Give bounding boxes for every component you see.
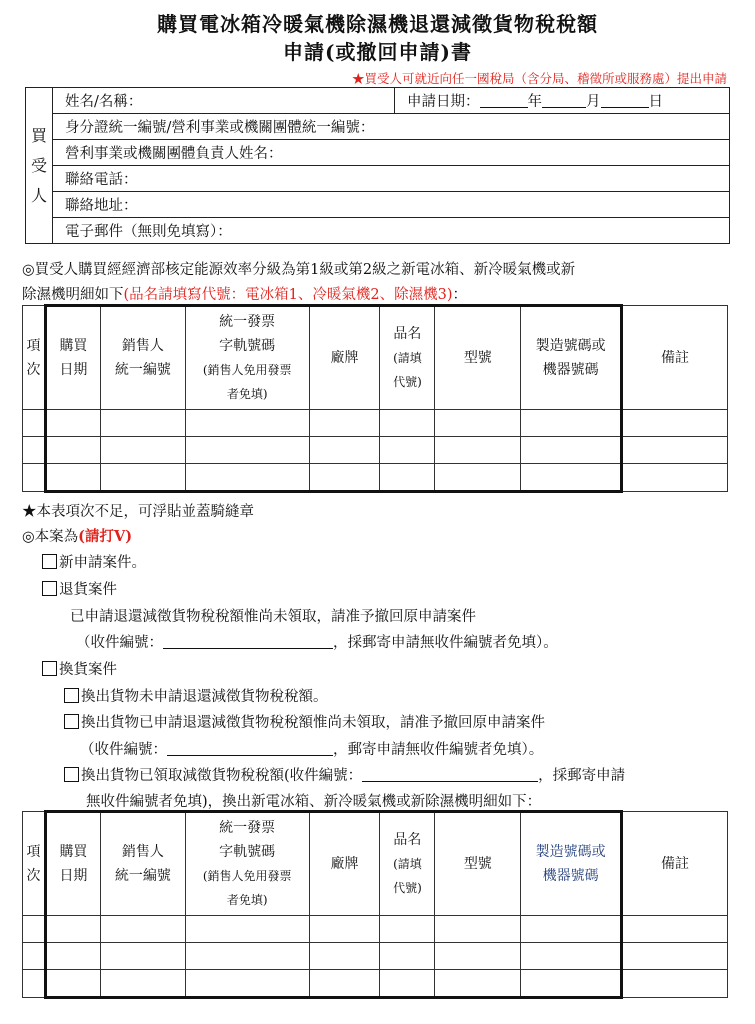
table-cell[interactable] — [521, 916, 622, 943]
table-note: ★本表項次不足，可浮貼並蓋騎縫章 — [22, 504, 254, 520]
table-cell[interactable] — [521, 437, 622, 464]
table-cell[interactable] — [622, 970, 728, 998]
table-cell — [23, 970, 46, 998]
col-invoice: 統一發票 字軌號碼 (銷售人免用發票 者免填) — [185, 812, 309, 916]
col-brand: 廠牌 — [309, 812, 380, 916]
exchange-option-2[interactable]: 換出貨物已申請退還減徵貨物稅稅額惟尚未領取，請准予撤回原申請案件 — [64, 711, 545, 732]
table-cell[interactable] — [309, 970, 380, 998]
col-remark: 備註 — [622, 306, 728, 410]
apply-date-field[interactable]: 申請日期： 年 月 日 — [395, 88, 730, 114]
table-cell[interactable] — [380, 410, 435, 437]
purchase-detail-table — [22, 304, 728, 493]
checkbox-icon — [64, 714, 79, 729]
case-type-prompt: ◎本案為(請打V) — [22, 528, 133, 545]
form-title-line2: 申請(或撤回申請)書 — [283, 40, 472, 64]
table-cell[interactable] — [435, 943, 521, 970]
submission-note: ★買受人可就近向任一國稅局（含分局、稽徵所或服務處）提出申請 — [351, 71, 727, 86]
table-cell[interactable] — [622, 410, 728, 437]
table-cell[interactable] — [622, 437, 728, 464]
exchange-option-1[interactable]: 換出貨物未申請退還減徵貨物稅稅額。 — [64, 685, 328, 706]
exchange-detail-table — [22, 810, 728, 999]
return-description: 已申請退還減徵貨物稅稅額惟尚未領取，請准予撤回原申請案件 — [70, 609, 476, 625]
table-cell — [23, 410, 46, 437]
table-cell[interactable] — [435, 916, 521, 943]
buyer-id-field[interactable]: 身分證統一編號/營利事業或機關團體統一編號： — [53, 114, 730, 140]
table-cell[interactable] — [100, 437, 185, 464]
exchange-option-3[interactable]: 換出貨物已領取減徵貨物稅稅額(收件編號： ，採郵寄申請 — [64, 764, 625, 785]
table-cell[interactable] — [100, 464, 185, 492]
col-product: 品名 (請填 代號) — [380, 306, 435, 410]
checkbox-icon — [64, 767, 79, 782]
exchange-receipt-field[interactable]: （收件編號： ，郵寄申請無收件編號者免填）。 — [80, 742, 544, 758]
table-cell[interactable] — [380, 464, 435, 492]
table-cell[interactable] — [435, 437, 521, 464]
option-exchange-case[interactable]: 換貨案件 — [42, 658, 117, 679]
col-invoice: 統一發票 字軌號碼 (銷售人免用發票 者免填) — [185, 306, 309, 410]
table-cell[interactable] — [185, 437, 309, 464]
table-cell[interactable] — [309, 437, 380, 464]
table-cell[interactable] — [380, 916, 435, 943]
checkbox-icon — [42, 661, 57, 676]
purchase-intro-line2: 除濕機明細如下(品名請填寫代號：電冰箱1、冷暖氣機2、除濕機3)： — [22, 287, 467, 303]
phone-field[interactable]: 聯絡電話： — [53, 166, 730, 192]
table-cell[interactable] — [45, 943, 100, 970]
table-cell[interactable] — [100, 943, 185, 970]
table-cell[interactable] — [45, 916, 100, 943]
col-product: 品名 (請填 代號) — [380, 812, 435, 916]
purchase-intro: ◎買受人購買經經濟部核定能源效率分級為第1級或第2級之新電冰箱、新冷暖氣機或新 — [22, 262, 576, 278]
table-cell — [23, 437, 46, 464]
col-seller-id: 銷售人 統一編號 — [100, 812, 185, 916]
address-field[interactable]: 聯絡地址： — [53, 192, 730, 218]
col-brand: 廠牌 — [309, 306, 380, 410]
option-return-case[interactable]: 退貨案件 — [42, 578, 117, 599]
table-cell[interactable] — [622, 916, 728, 943]
table-cell[interactable] — [435, 464, 521, 492]
table-cell[interactable] — [100, 410, 185, 437]
table-cell — [23, 464, 46, 492]
form-title-line1: 購買電冰箱冷暖氣機除濕機退還減徵貨物稅稅額 — [157, 12, 598, 36]
checkbox-icon — [42, 581, 57, 596]
table-row — [23, 437, 728, 464]
table-cell[interactable] — [45, 437, 100, 464]
table-row — [23, 464, 728, 492]
table-cell[interactable] — [45, 464, 100, 492]
col-item: 項 次 — [23, 306, 46, 410]
buyer-info-table — [25, 87, 730, 244]
table-cell[interactable] — [185, 970, 309, 998]
table-cell[interactable] — [622, 464, 728, 492]
col-date: 購買 日期 — [45, 306, 100, 410]
product-code-note: (品名請填寫代號：電冰箱1、冷暖氣機2、除濕機3) — [123, 287, 453, 303]
exchange-option-3-line2: 無收件編號者免填)，換出新電冰箱、新冷暖氣機或新除濕機明細如下： — [86, 794, 542, 810]
return-receipt-field[interactable]: （收件編號： ，採郵寄申請無收件編號者免填）。 — [76, 635, 558, 651]
checkbox-icon — [42, 554, 57, 569]
table-cell[interactable] — [435, 970, 521, 998]
table-cell[interactable] — [309, 916, 380, 943]
table-row — [23, 943, 728, 970]
col-remark: 備註 — [622, 812, 728, 916]
col-item: 項 次 — [23, 812, 46, 916]
buyer-name-field[interactable]: 姓名/名稱： — [53, 88, 395, 114]
buyer-side-label: 買 受 人 — [26, 88, 53, 244]
table-cell[interactable] — [185, 943, 309, 970]
table-cell[interactable] — [185, 916, 309, 943]
table-cell[interactable] — [100, 916, 185, 943]
col-date: 購買 日期 — [45, 812, 100, 916]
col-model: 型號 — [435, 306, 521, 410]
table-cell — [23, 916, 46, 943]
representative-field[interactable]: 營利事業或機關團體負責人姓名： — [53, 140, 730, 166]
table-cell[interactable] — [309, 943, 380, 970]
table-cell[interactable] — [309, 464, 380, 492]
table-cell[interactable] — [185, 464, 309, 492]
table-cell[interactable] — [380, 943, 435, 970]
table-cell[interactable] — [309, 410, 380, 437]
table-cell[interactable] — [521, 410, 622, 437]
option-new-case[interactable]: 新申請案件。 — [42, 551, 146, 572]
table-cell[interactable] — [435, 410, 521, 437]
table-cell[interactable] — [622, 943, 728, 970]
email-field[interactable]: 電子郵件（無則免填寫）： — [53, 218, 730, 244]
table-cell[interactable] — [45, 970, 100, 998]
table-cell[interactable] — [45, 410, 100, 437]
table-cell[interactable] — [100, 970, 185, 998]
table-cell[interactable] — [380, 970, 435, 998]
checkbox-icon — [64, 688, 79, 703]
table-row — [23, 970, 728, 998]
table-row — [23, 410, 728, 437]
table-cell[interactable] — [521, 943, 622, 970]
col-serial: 製造號碼或 機器號碼 — [521, 306, 622, 410]
table-cell[interactable] — [185, 410, 309, 437]
col-seller-id: 銷售人 統一編號 — [100, 306, 185, 410]
table-cell[interactable] — [380, 437, 435, 464]
col-serial: 製造號碼或 機器號碼 — [521, 812, 622, 916]
table-cell[interactable] — [521, 464, 622, 492]
table-row — [23, 916, 728, 943]
table-cell[interactable] — [521, 970, 622, 998]
col-model: 型號 — [435, 812, 521, 916]
table-cell — [23, 943, 46, 970]
